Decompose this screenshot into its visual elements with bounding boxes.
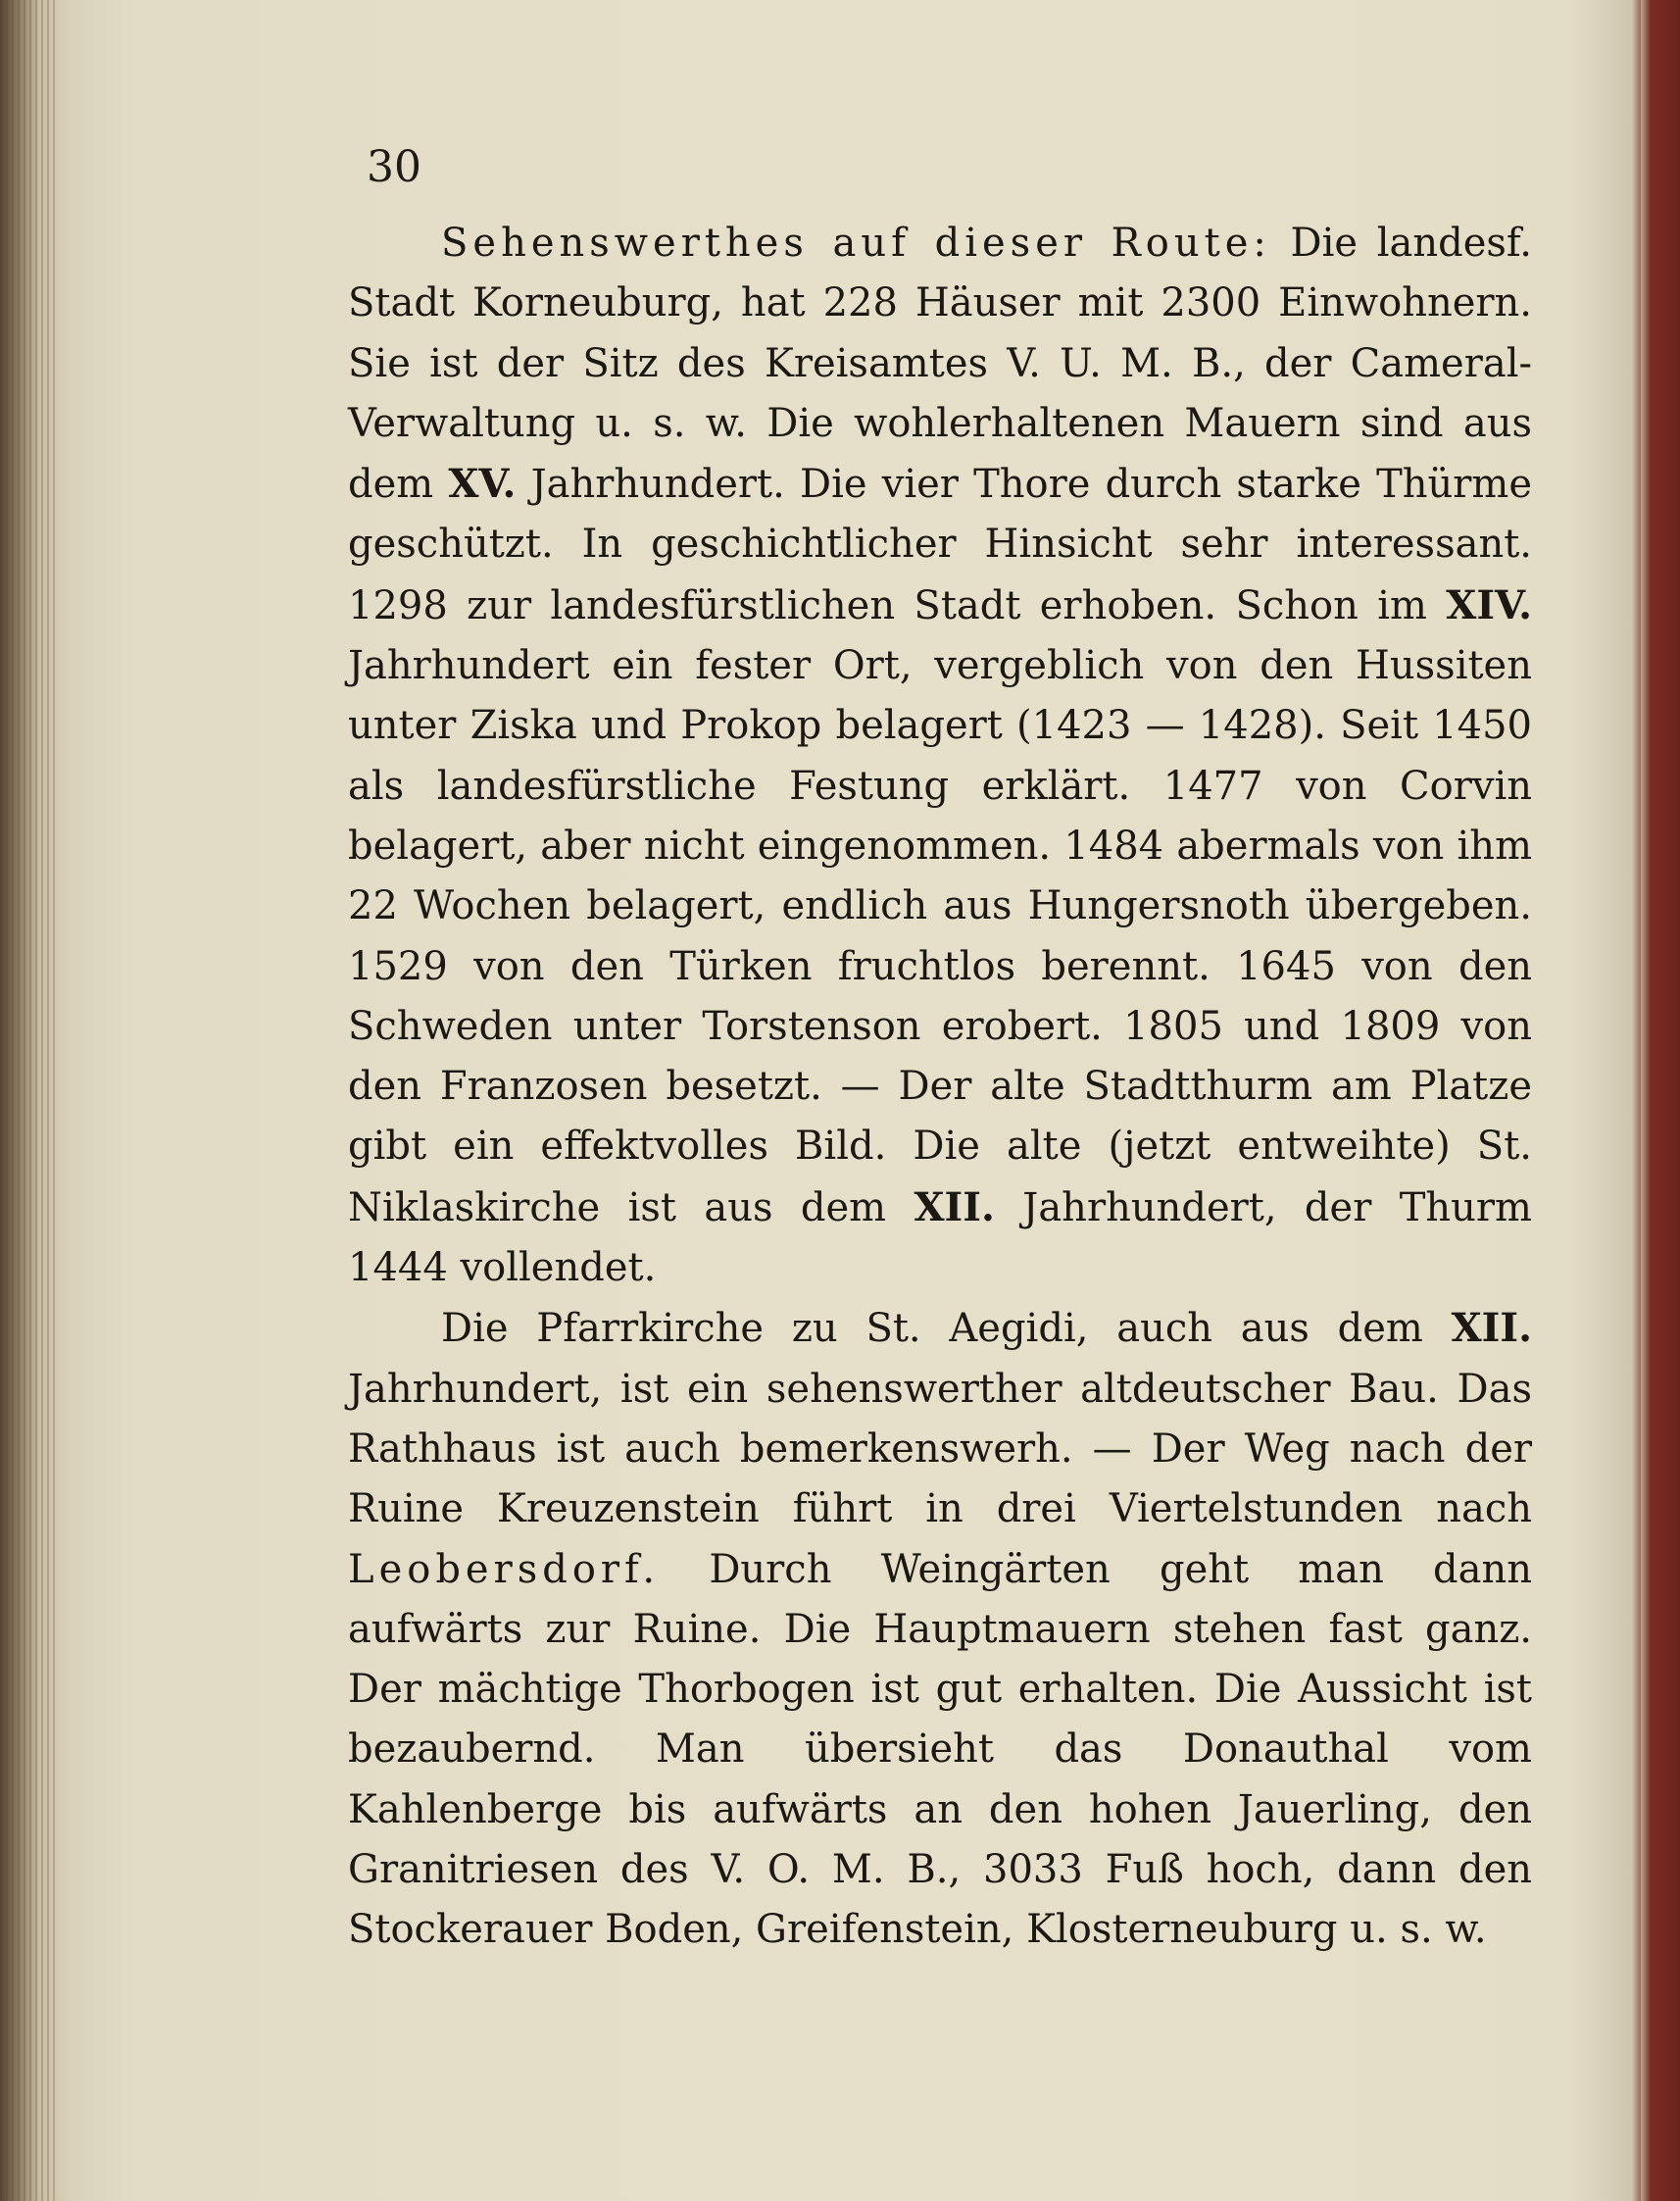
segment: XIV. xyxy=(1446,581,1532,628)
book-binding xyxy=(1641,0,1680,2201)
segment: Jahrhundert, der Thurm 1444 vollendet. xyxy=(348,1184,1532,1291)
page-number: 30 xyxy=(367,142,421,192)
segment: Die Pfarrkirche zu St. Aegidi, auch aus dem xyxy=(441,1306,1452,1352)
segment: Die landesf. Stadt Korneuburg, hat 228 Häuser mit 2300 Einwohnern. Sie ist der Sitz des Kreisamtes V. U. M. B., der Cameral-Verwaltung u. s. w. Die wohlerhaltenen Mauern sind aus dem xyxy=(348,221,1533,508)
segment: Leobersdorf. xyxy=(348,1546,661,1592)
paragraph-1 xyxy=(348,214,1532,1298)
segment: Jahrhundert ein fester Ort, vergeblich von den Hussiten unter Ziska und Prokop belagert (1423 — 1428). Seit 1450 als landesfürstliche Festung erklärt. 1477 von Corvin belagert, aber nicht eingenommen. 1484 abermals von ihm 22 Wochen belagert, endlich aus Hungersnoth übergeben. 1529 von den Türken fruchtlos berennt. 1645 von den Schweden unter Torstenson erobert. 1805 und 1809 von den Franzosen besetzt. — Der alte Stadtthurm am Platze gibt ein effektvolles Bild. Die alte (jetzt entweihte) St. Niklaskirche ist aus dem xyxy=(348,643,1532,1230)
paragraph-2 xyxy=(348,1298,1532,1960)
segment: Jahrhundert, ist ein sehenswerther altdeutscher Bau. Das Rathhaus ist auch bemerkenswerh. — Der Weg nach der Ruine Kreuzenstein führt in drei Viertelstunden nach xyxy=(348,1366,1532,1532)
body-text xyxy=(348,214,1532,1961)
segment: Sehenswerthes auf dieser Route: xyxy=(441,221,1271,266)
page-stack-edge xyxy=(0,0,59,2201)
segment: Durch Weingärten geht man dann aufwärts zur Ruine. Die Hauptmauern stehen fast ganz. Der mächtige Thorbogen ist gut erhalten. Die Aussicht ist bezaubernd. Man übersieht das Donauthal vom Kahlenberge bis aufwärts an den hohen Jauerling, den Granitriesen des V. O. M. B., 3033 Fuß hoch, dann den Stockerauer Boden, Greifenstein, Klosterneuburg u. s. w. xyxy=(348,1546,1532,1953)
segment: XII. xyxy=(1451,1305,1532,1352)
segment: Jahrhundert. Die vier Thore durch starke Thürme geschützt. In geschichtlicher Hinsicht sehr interessant. 1298 zur landesfürstlichen Stadt erhoben. Schon im xyxy=(348,462,1532,628)
segment: XII. xyxy=(914,1183,995,1230)
segment: XV. xyxy=(448,461,517,508)
